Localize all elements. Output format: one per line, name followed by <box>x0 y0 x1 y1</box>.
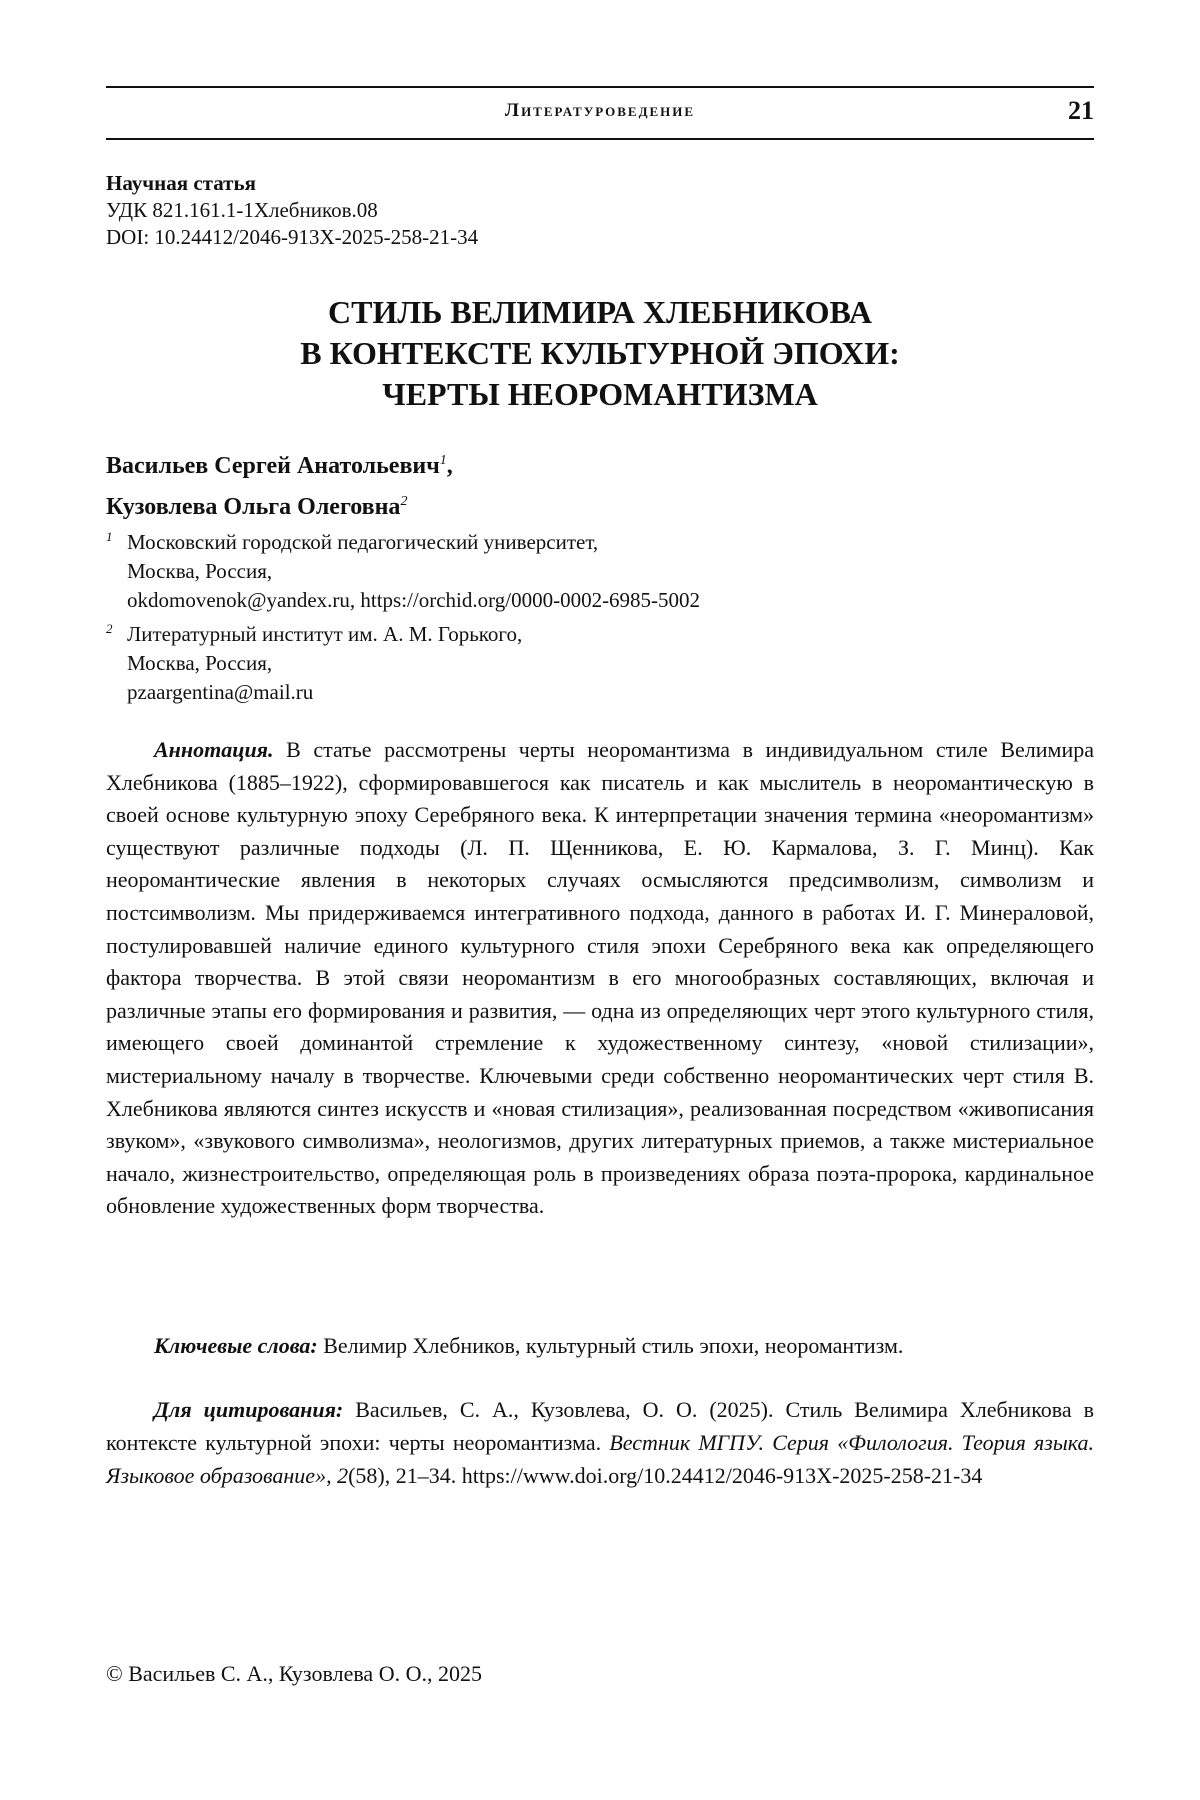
affiliation-city: Москва, Россия, <box>127 557 700 586</box>
abstract-text: В статье рассмотрены черты неоромантизма в индивидуальном стиле Велимира Хлебникова (1885–1922), сформировавшегося как писатель и как мыслитель в неоромантическую в своей основе культурную эпоху Серебряного века. К интерпретации значения термина «неоромантизм» существуют различные подходы (Л. П. Щенникова, Е. Ю. Кармалова, З. Г. Минц). Как неоромантические явления в некоторых случаях осмысляются предсимволизм, символизм и постсимволизм. Мы придерживаемся интегративного подхода, данного в работах И. Г. Минераловой, постулировавшей наличие единого культурного стиля эпохи Серебряного века как определяющего фактора творчества. В этой связи неоромантизм в его многообразных составляющих, включая и различные этапы его формирования и развития, — одна из определяющих черт этого культурного стиля, имеющего своей доминантой стремление к художественному синтезу, «новой стилизации», мистериальному началу в творчестве. Ключевыми среди собственно неоромантических черт стиля В. Хлебникова являются синтез искусств и «новая стилизация», реализованная посредством «живописания звуком», «звукового символизма», неологизмов, других литературных приемов, а также мистериальное начало, жизнестроительство, определяющая роль в произведениях образа поэта-пророка, кардинальное обновление художественных форм творчества. <box>106 737 1094 1218</box>
author-affiliation-mark: 2 <box>400 494 407 509</box>
citation-label: Для цитирования: <box>154 1397 343 1422</box>
title-line: СТИЛЬ ВЕЛИМИРА ХЛЕБНИКОВА <box>106 292 1094 333</box>
article-meta <box>106 170 478 251</box>
citation-issue: (58), 21–34. https://www.doi.org/10.24412/2046-913X-2025-258-21-34 <box>348 1463 982 1488</box>
article-type: Научная статья <box>106 170 478 197</box>
authors <box>106 443 453 525</box>
abstract-label: Аннотация. <box>154 737 274 762</box>
keywords <box>106 1330 1094 1362</box>
udc-code: УДК 821.161.1-1Хлебников.08 <box>106 197 478 224</box>
keywords-text: Велимир Хлебников, культурный стиль эпохи, неоромантизм. <box>323 1333 903 1358</box>
running-header <box>106 86 1094 140</box>
affiliation-contact: pzaargentina@mail.ru <box>127 678 700 707</box>
affiliation <box>106 528 700 615</box>
citation <box>106 1393 1094 1492</box>
author <box>106 484 453 525</box>
section-title: Литературоведение <box>106 100 1094 122</box>
citation-authors: Васильев, С. А., Кузовлева, О. О. (2025). Стиль Велимира Хлебникова в контексте культурной эпохи: черты неоромантизма. <box>106 1397 1094 1455</box>
abstract <box>106 734 1094 1223</box>
citation-journal: Вестник МГПУ. Серия «Филология. Теория языка. Языковое образование», 2 <box>106 1430 1094 1488</box>
affiliation-org: Литературный институт им. А. М. Горького, <box>127 620 700 649</box>
affiliation-org: Московский городской педагогический университет, <box>127 528 700 557</box>
keywords-label: Ключевые слова: <box>154 1333 318 1358</box>
author-separator: , <box>447 453 453 479</box>
article-title <box>106 292 1094 415</box>
page-number: 21 <box>1068 96 1094 126</box>
copyright: © Васильев С. А., Кузовлева О. О., 2025 <box>106 1661 482 1687</box>
affiliation <box>106 620 700 707</box>
affiliations <box>106 528 700 712</box>
title-line: ЧЕРТЫ НЕОРОМАНТИЗМА <box>106 374 1094 415</box>
affiliation-city: Москва, Россия, <box>127 649 700 678</box>
affiliation-contact: okdomovenok@yandex.ru, https://orchid.org/0000-0002-6985-5002 <box>127 586 700 615</box>
author-affiliation-mark: 1 <box>440 453 447 468</box>
doi: DOI: 10.24412/2046-913X-2025-258-21-34 <box>106 224 478 251</box>
title-line: В КОНТЕКСТЕ КУЛЬТУРНОЙ ЭПОХИ: <box>106 333 1094 374</box>
author-name: Васильев Сергей Анатольевич <box>106 453 440 479</box>
author <box>106 443 453 484</box>
affiliation-mark: 2 <box>106 614 113 643</box>
affiliation-mark: 1 <box>106 522 113 551</box>
author-name: Кузовлева Ольга Олеговна <box>106 494 400 520</box>
